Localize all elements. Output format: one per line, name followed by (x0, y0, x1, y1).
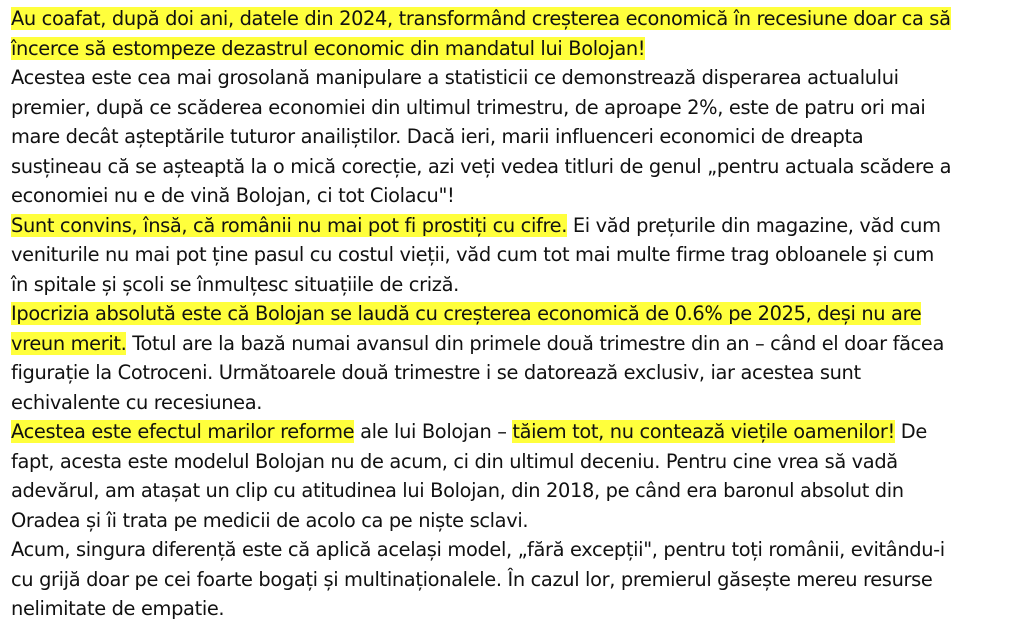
text-segment: Oradea și îi trata pe medicii de acolo ca pe niște sclavi. (11, 508, 529, 532)
highlighted-text: vreun merit. (11, 331, 127, 355)
text-line (11, 535, 1001, 565)
text-line (11, 122, 1001, 152)
text-line (11, 34, 1001, 64)
paragraph (11, 211, 1001, 300)
text-segment: figurație la Cotroceni. Următoarele două trimestre i se datorează exclusiv, iar acestea sunt (11, 361, 861, 384)
text-segment: economiei nu e de vină Bolojan, ci tot Ciolacu"! (11, 184, 455, 207)
paragraph (11, 417, 1001, 535)
text-line (11, 270, 1001, 300)
text-line (11, 506, 1001, 536)
text-segment: în spitale și școli se înmulțesc situațiile de criză. (11, 272, 459, 296)
text-segment: fapt, acesta este modelul Bolojan nu de acum, ci din ultimul deceniu. Pentru cine vrea să vadă (11, 449, 898, 473)
highlighted-text: Au coafat, după doi ani, datele din 2024, transformând creșterea economică în recesiune doar ca să (11, 7, 951, 30)
text-line (11, 565, 1001, 595)
highlighted-text: Sunt convins, însă, că românii nu mai pot fi prostiți cu cifre. (11, 213, 568, 237)
text-line (11, 211, 1001, 241)
text-segment: Acum, singura diferență este că aplică același model, „fără excepții", pentru toți românii, evitându-i (11, 538, 945, 561)
highlighted-text: Acestea este efectul marilor reforme (11, 420, 355, 443)
highlighted-text: Ipocrizia absolută este că Bolojan se laudă cu creșterea economică de 0.6% pe 2025, deși nu are (11, 302, 922, 325)
text-segment: Totul are la bază numai avansul din primele două trimestre din an – când el doar făcea (126, 331, 945, 355)
text-line (11, 329, 1001, 359)
text-line (11, 476, 1001, 506)
paragraph (11, 4, 1001, 63)
text-segment: mare decât așteptările tuturor anailiștilor. Dacă ieri, marii influenceri economici de dreapta (11, 125, 864, 148)
text-line (11, 4, 1001, 34)
text-segment: De (894, 420, 927, 443)
text-line (11, 152, 1001, 182)
text-segment: nelimitate de empatie. (11, 597, 225, 620)
document-body (11, 4, 1001, 624)
highlighted-text: încerce să estompeze dezastrul economic din mandatul lui Bolojan! (11, 36, 646, 60)
text-segment: susțineau că se așteaptă la o mică corecție, azi veți vedea titluri de genul „pentru actuala scădere a (11, 154, 952, 178)
paragraph (11, 535, 1001, 624)
text-line (11, 63, 1001, 93)
text-line (11, 240, 1001, 270)
text-segment: cu grijă doar pe cei foarte bogați și multinaționalele. În cazul lor, premierul găsește mereu resurse (11, 567, 933, 591)
text-line (11, 93, 1001, 123)
text-line (11, 358, 1001, 388)
paragraph (11, 63, 1001, 211)
paragraph (11, 299, 1001, 417)
text-line (11, 447, 1001, 477)
text-line (11, 181, 1001, 211)
text-line (11, 594, 1001, 624)
text-segment: veniturile nu mai pot ține pasul cu costul vieții, văd cum tot mai multe firme trag obloanele și cum (11, 243, 934, 266)
highlighted-text: tăiem tot, nu contează viețile oamenilor! (512, 420, 895, 443)
text-line (11, 388, 1001, 418)
text-line (11, 417, 1001, 447)
text-segment: Acestea este cea mai grosolană manipulare a statisticii ce demonstrează disperarea actualului (11, 66, 899, 89)
text-segment: echivalente cu recesiunea. (11, 390, 263, 414)
text-segment: adevărul, am atașat un clip cu atitudinea lui Bolojan, din 2018, pe când era baronul absolut din (11, 479, 904, 502)
text-segment: Ei văd prețurile din magazine, văd cum (567, 213, 941, 237)
text-line (11, 299, 1001, 329)
text-segment: premier, după ce scăderea economiei din ultimul trimestru, de aproape 2%, este de patru ori mai (11, 95, 926, 119)
text-segment: ale lui Bolojan – (354, 420, 513, 443)
